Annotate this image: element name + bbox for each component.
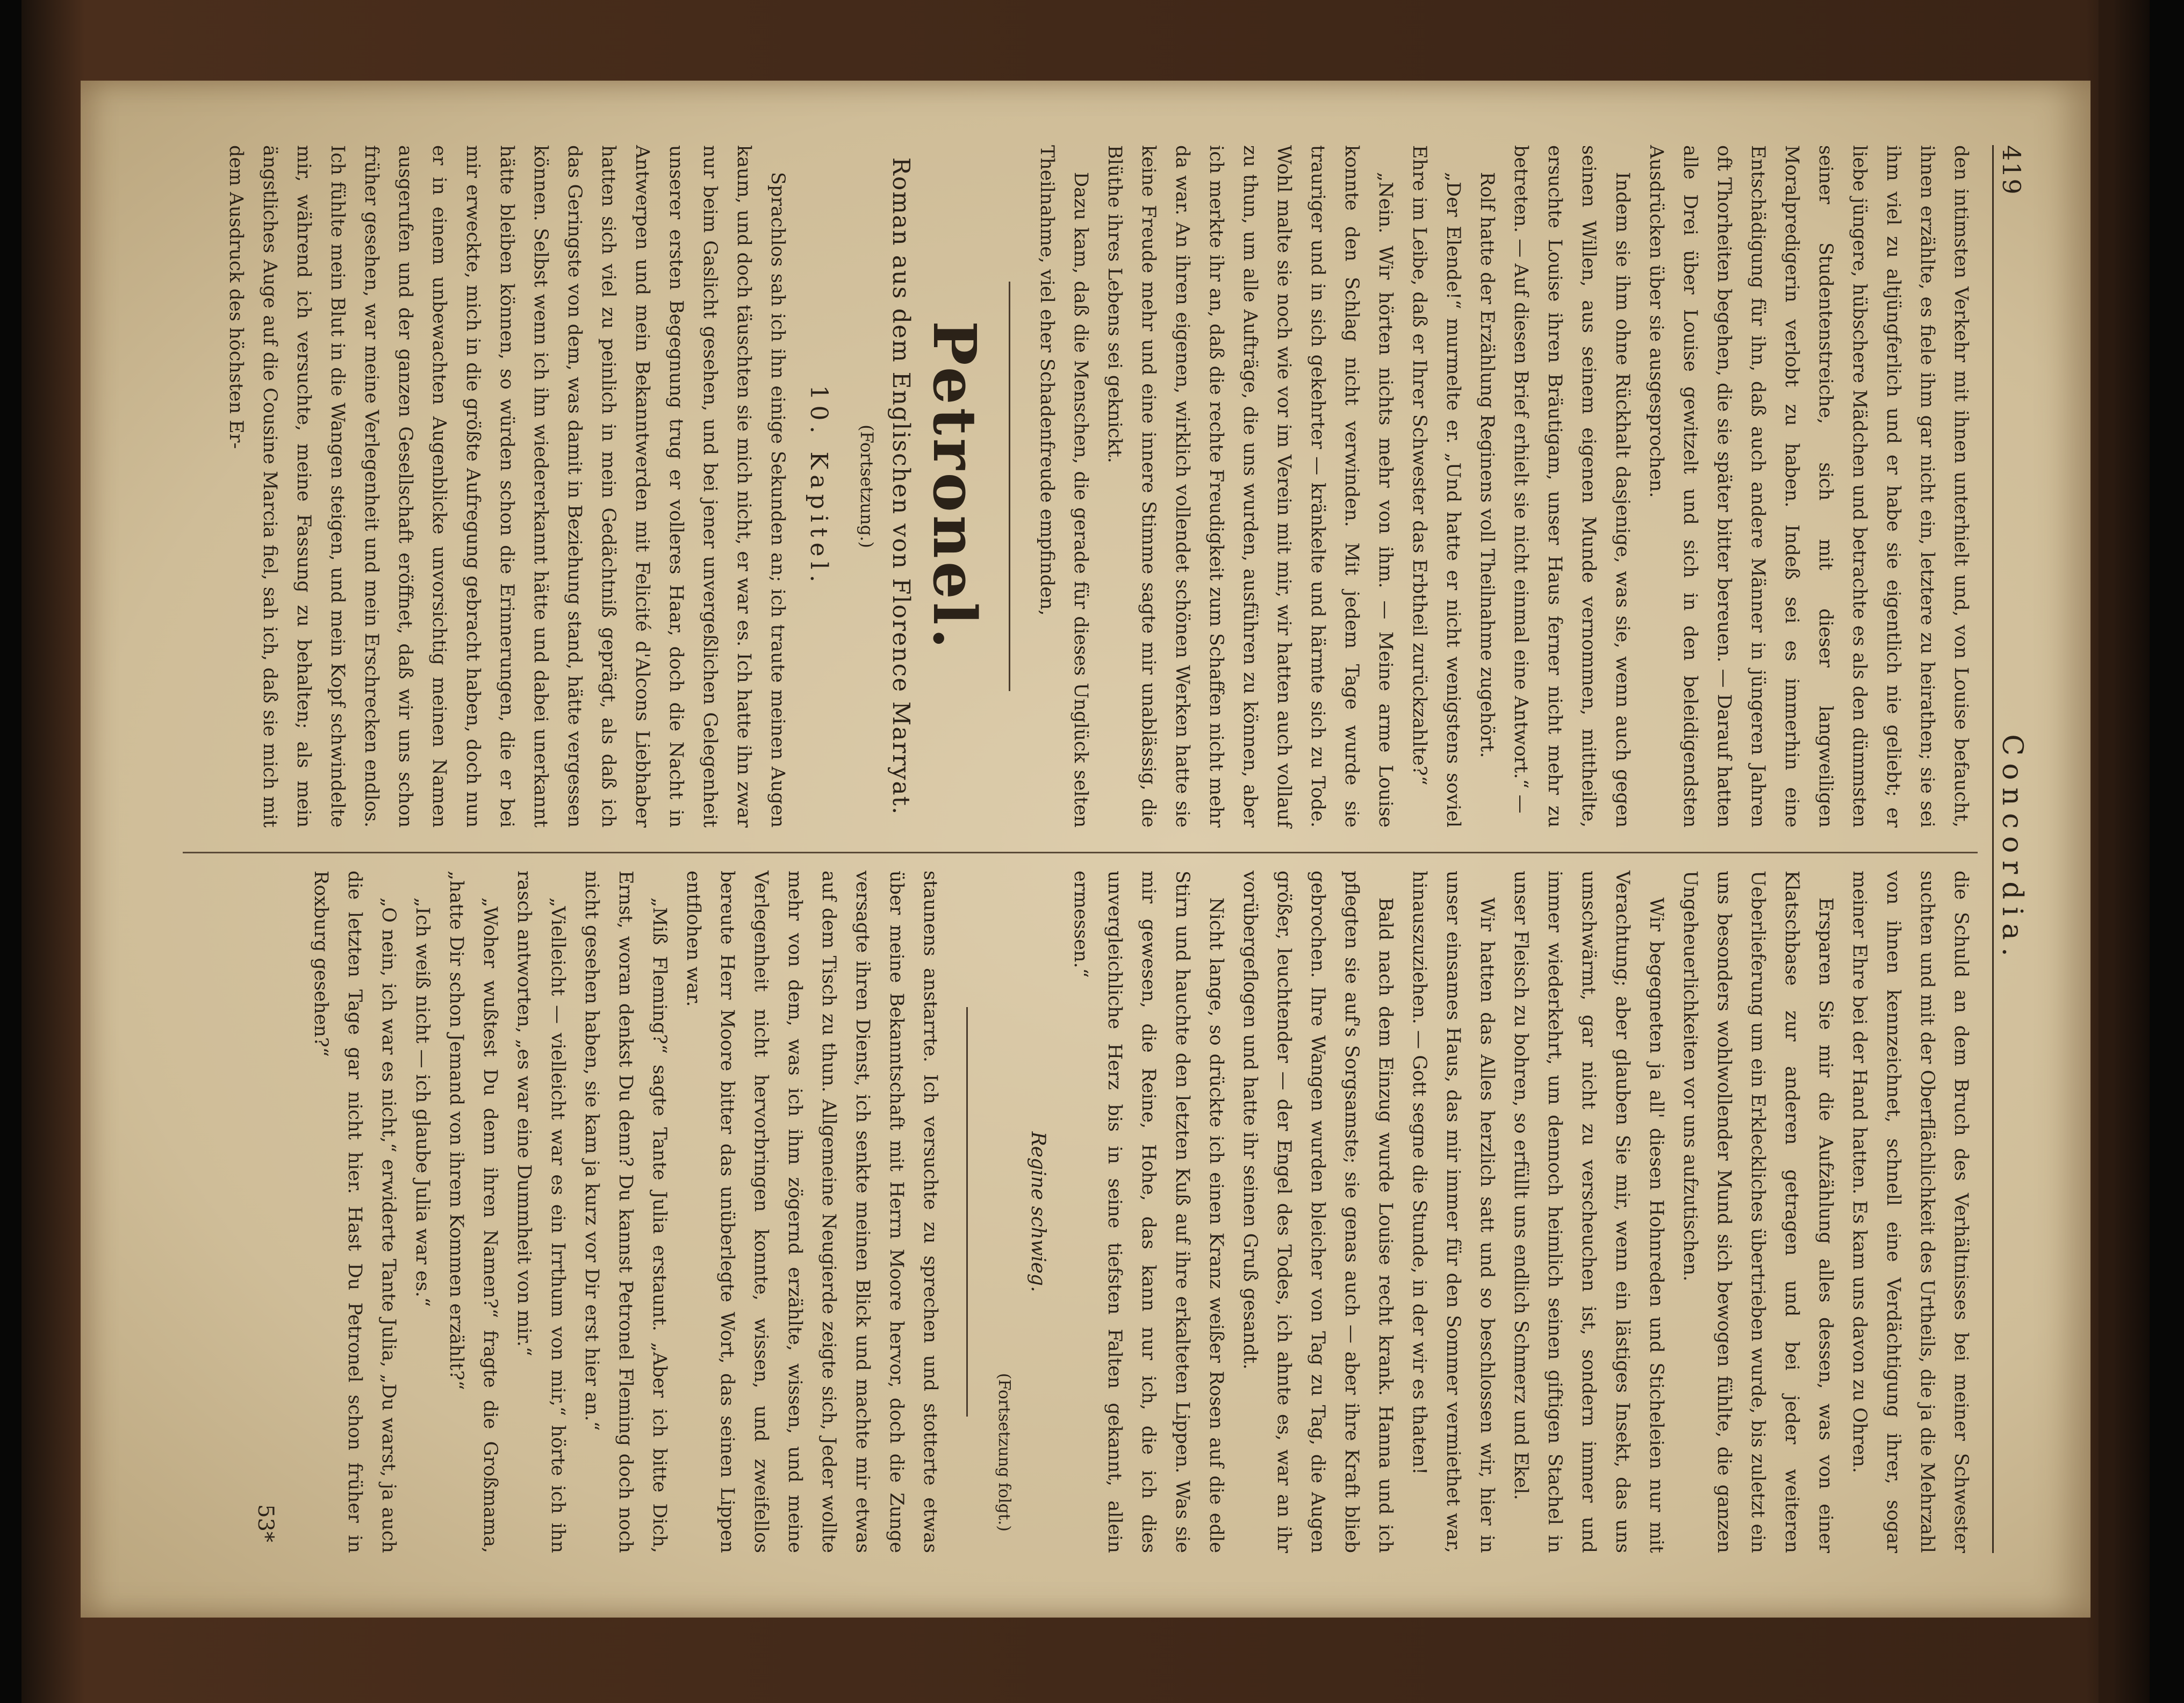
paragraph: Ersparen Sie mir die Aufzählung alles dessen, was von einer Klatschbase zur anderen getragen und bei jeder weiteren Ueberlieferung um ein Erkleckliches übertrieben wurde, bis zuletzt ein uns besonders wohlwollender Mund sich bewogen fühlte, die ganzen Ungeheuerlichkeiten vor uns aufzutischen. [1679, 871, 1836, 1553]
column-rule [183, 852, 1978, 853]
paragraph: „Vielleicht — vielleicht war es ein Irrthum von mir,“ hörte ich ihn rasch antworten, „es war eine Dummheit von mir.“ [513, 871, 569, 1553]
story-title: Petronel. [920, 321, 989, 652]
paragraph: Dazu kam, daß die Menschen, die gerade für dieses Unglück selten Theilnahme, viel eher Schadenfreude empfinden, [1036, 145, 1091, 828]
paragraph: Nicht lange, so drückte ich einen Kranz weißer Rosen auf die edle Stirn und hauchte den letzten Kuß auf ihre erkalteten Lippen. Was sie mir gewesen, die Reine, Hohe, das kann nur ich, die ich dies unvergleichliche Herz bis in seine tiefsten Falten gekannt, allein ermessen.“ [1070, 871, 1227, 1553]
paragraph: Sprachlos sah ich ihn einige Sekunden an; ich traute meinen Augen kaum, und doch täuschten sie mich nicht, er war es. Ich hatte ihn zwar nur beim Gaslicht gesehen, und bei jener unvergeßlichen Gelegenheit unserer ersten Begegnung trug er volleres Haar, doch die Nacht in Antwerpen und mein Bekanntwerden mit Felicité d'Alcons Liebhaber hatten sich viel zu peinlich in mein Gedächtniß geprägt, als daß ich das Geringste von dem, was damit in Beziehung stand, hätte vergessen können. Selbst wenn ich ihn wiedererkannt hätte und dabei unerkannt hätte bleiben können, so würden schon die Erinnerungen, die er bei mir erweckte, mich in die größte Aufregung gebracht haben, doch nun er in einem unbewachten Augenblicke unvorsichtig meinen Namen ausgerufen und der ganzen Gesellschaft eröffnet, daß wir uns schon früher gesehen, war meine Verlegenheit und mein Erschrecken endlos. Ich fühlte mein Blut in die Wangen steigen, und mein Kopf schwindelte mir, während ich versuchte, meine Fassung zu behalten; als mein ängstliches Auge auf die Cousine Marcia fiel, sah ich, daß sie mich mit dem Ausdruck des höchsten Er- [225, 145, 788, 828]
right-column [248, 871, 1978, 1553]
rotated-page-content [129, 124, 2042, 1575]
paragraph: Indem sie ihm ohne Rückhalt dasjenige, was sie, wenn auch gegen seinen Willen, aus seinem eigenen Munde vernommen, mittheilte, ersuchte Louise ihren Bräutigam, unser Haus ferner nicht mehr zu betreten. — Auf diesen Brief erhielt sie nicht einmal eine Antwort.“ — [1510, 145, 1633, 828]
paragraph: Rolf hatte der Erzählung Reginens voll Theilnahme zugehört. [1476, 172, 1498, 758]
paragraph: „Nein. Wir hörten nichts mehr von ihm. — Meine arme Louise konnte den Schlag nicht verwinden. Mit jedem Tage wurde sie trauriger und in sich gekehrter — kränkelte und härmte sich zu Tode. Wohl malte sie noch wie vor im Verein mit mir, wir hatten auch vollauf zu thun, um alle Aufträge, die uns wurden, ausführen zu können, aber ich merkte ihr an, daß die rechte Freudigkeit zum Schaffen nicht mehr da war. An ihren eigenen, wirklich vollendet schönen Werken hatte sie keine Freude mehr und eine innere Stimme sagte mir unablässig, die Blüthe ihres Lebens sei geknickt. [1104, 145, 1396, 828]
continuation-note: (Fortsetzung.) [857, 425, 877, 548]
book-spine [2099, 0, 2115, 1703]
book-page [81, 81, 2090, 1618]
to-be-continued: (Fortsetzung folgt.) [995, 1373, 1014, 1532]
chapter-heading: 10. Kapitel. [805, 385, 832, 588]
paragraph: den intimsten Verkehr mit ihnen unterhielt und, von Louise befaucht, ihnen erzählte, es fiele ihm gar nicht ein, letztere zu heirathen; sie sei ihm viel zu altjüngferlich und er habe sie eigentlich nie geliebt; er liebe jüngere, hübschere Mädchen und betrachte es als den dümmsten seiner Studentenstreiche, sich mit dieser langweiligen Moralpredigerin verlobt zu haben. Indeß sei es immerhin eine Entschädigung für ihn, daß auch andere Männer in jüngeren Jahren oft Thorheiten begehen, die sie später bitter bereuen. — Darauf hatten alle Drei über Louise gewitzelt und sich in den beleidigendsten Ausdrücken über sie ausgesprochen. [1646, 145, 1972, 828]
paragraph: Wir hatten das Alles herzlich satt und so beschlossen wir, hier in unser einsames Haus, das mir immer für den Sommer vermiethet war, hinauszuziehen. — Gott segne die Stunde, in der wir es thaten! [1409, 871, 1498, 1553]
running-head: Concordia. [1996, 734, 2028, 964]
paragraph: staunens anstarrte. Ich versuchte zu sprechen und stotterte etwas über meine Bekanntschaft mit Herrn Moore hervor, doch die Zunge versagte ihren Dienst, ich senkte meinen Blick und machte mir etwas auf dem Tisch zu thun. Allgemeine Neugierde zeigte sich, Jeder wollte mehr von dem, was ich ihm zögernd erzählte, wissen, und meine Verlegenheit nicht hervorbringen konnte, wissen, und zweifellos bereute Herr Moore bitter das unüberlegte Wort, das seinen Lippen entflohen war. [682, 871, 941, 1553]
paragraph: „O nein, ich war es nicht,“ erwiderte Tante Julia, „Du warst, ja auch die letzten Tage gar nicht hier. Hast Du Petronel schon früher in Roxburg gesehen?“ [310, 871, 399, 1553]
paragraph: „Der Elende!“ murmelte er. „Und hatte er nicht wenigstens soviel Ehre im Leibe, daß er Ihrer Schwester das Erbtheil zurückzahlte?“ [1409, 145, 1464, 828]
paragraph: „Miß Fleming?“ sagte Tante Julia erstaunt. „Aber ich bitte Dich, Ernst, woran denkst Du denn? Du kannst Petronel Fleming doch noch nicht gesehen haben, sie kam ja kurz vor Dir erst hier an.“ [581, 871, 670, 1553]
page-number: 419 [1997, 145, 2026, 196]
signature-mark: 53* [253, 1504, 278, 1542]
story-subtitle: Roman aus dem Englischen von Florence Marryat. [887, 157, 915, 816]
paragraph: die Schuld an dem Bruch des Verhältnisses bei meiner Schwester suchten und mit der Oberflächlichkeit des Urtheils, die ja die Mehrzahl von ihnen kennzeichnet, schnell eine Verdächtigung ihrer, sogar meiner Ehre bei der Hand hatten. Es kam uns davon zu Ohren. [1849, 871, 1972, 1553]
paragraph: Wir begegneten ja all' diesen Hohnreden und Sticheleien nur mit Verachtung; aber glauben Sie mir, wenn ein lästiges Insekt, das uns umschwärmt, gar nicht zu verscheuchen ist, sondern immer und immer wiederkehrt, um dennoch heimlich seinen giftigen Stachel in unser Fleisch zu bohren, so erfüllt uns endlich Schmerz und Ekel. [1510, 871, 1667, 1553]
section-divider [966, 1007, 968, 1417]
closing-line: Regine schwieg. [1027, 1131, 1049, 1292]
paragraph: „Ich weiß nicht — ich glaube Julia war es.“ [412, 897, 433, 1307]
section-divider [1009, 282, 1010, 691]
page-header [1992, 145, 2031, 1553]
paragraph: Bald nach dem Einzug wurde Louise recht krank. Hanna und ich pflegten sie auf's Sorgsamste; sie genas auch — aber ihre Kraft blieb gebrochen. Ihre Wangen wurden bleicher von Tag zu Tag, die Augen größer, leuchtender — der Engel des Todes, ich ahnte es, war an ihr vorübergeflogen und hatte ihr seinen Gruß gesandt. [1239, 871, 1396, 1553]
paragraph: „Woher wußtest Du denn ihren Namen?“ fragte die Großmama, „hatte Dir schon Jemand von ihrem Kommen erzählt?“ [446, 871, 501, 1553]
left-column [219, 145, 1978, 828]
